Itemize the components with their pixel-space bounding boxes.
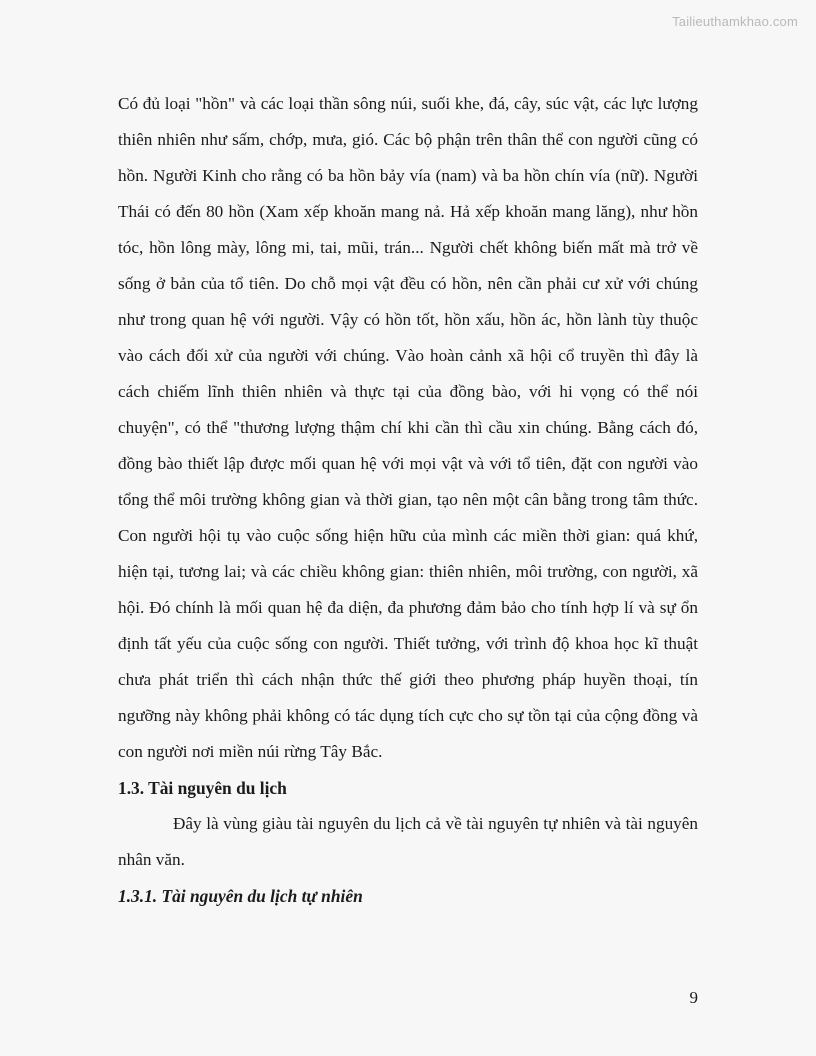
page-number: 9 bbox=[689, 988, 698, 1007]
subheading-natural-tourism-resources: 1.3.1. Tài nguyên du lịch tự nhiên bbox=[118, 886, 363, 906]
watermark-text: Tailieuthamkhao.com bbox=[672, 14, 798, 29]
body-paragraph-spirits: Có đủ loại "hồn" và các loại thần sông núi, suối khe, đá, cây, súc vật, các lực lượng thiên nhiên như sấm, chớp, mưa, gió. Các bộ phận trên thân thể con người cũng có hồn. Người Kinh cho rằng có ba hồn bảy vía (nam) và ba hồn chín vía (nữ). Người Thái có đến 80 hồn (Xam xếp khoăn mang nả. Hả xếp khoăn mang lăng), như hồn tóc, hồn lông mày, lông mi, tai, mũi, trán... Người chết không biến mất mà trở về sống ở bản của tổ tiên. Do chỗ mọi vật đều có hồn, nên cần phải cư xử với chúng như trong quan hệ với người. Vậy có hồn tốt, hồn xấu, hồn ác, hồn lành tùy thuộc vào cách đối xử của người với chúng. Vào hoàn cảnh xã hội cổ truyền thì đây là cách chiếm lĩnh thiên nhiên và thực tại của đồng bào, với hi vọng có thể nói chuyện", có thể "thương lượng thậm chí khi cần thì cầu xin chúng. Bằng cách đó, đồng bào thiết lập được mối quan hệ với mọi vật và với tổ tiên, đặt con người vào tổng thể môi trường không gian và thời gian, tạo nên một cân bằng trong tâm thức. Con người hội tụ vào cuộc sống hiện hữu của mình các miền thời gian: quá khứ, hiện tại, tương lai; và các chiều không gian: thiên nhiên, môi trường, con người, xã hội. Đó chính là mối quan hệ đa diện, đa phương đảm bảo cho tính hợp lí và sự ổn định tất yếu của cuộc sống con người. Thiết tưởng, với trình độ khoa học kĩ thuật chưa phát triển thì cách nhận thức thế giới theo phương pháp huyền thoại, tín ngưỡng này không phải không có tác dụng tích cực cho sự tồn tại của cộng đồng và con người nơi miền núi rừng Tây Bắc. bbox=[118, 94, 698, 761]
body-paragraph-tourism-intro: Đây là vùng giàu tài nguyên du lịch cả về tài nguyên tự nhiên và tài nguyên nhân văn. bbox=[118, 814, 698, 869]
page-content bbox=[118, 86, 698, 914]
heading-tourism-resources: 1.3. Tài nguyên du lịch bbox=[118, 778, 287, 798]
